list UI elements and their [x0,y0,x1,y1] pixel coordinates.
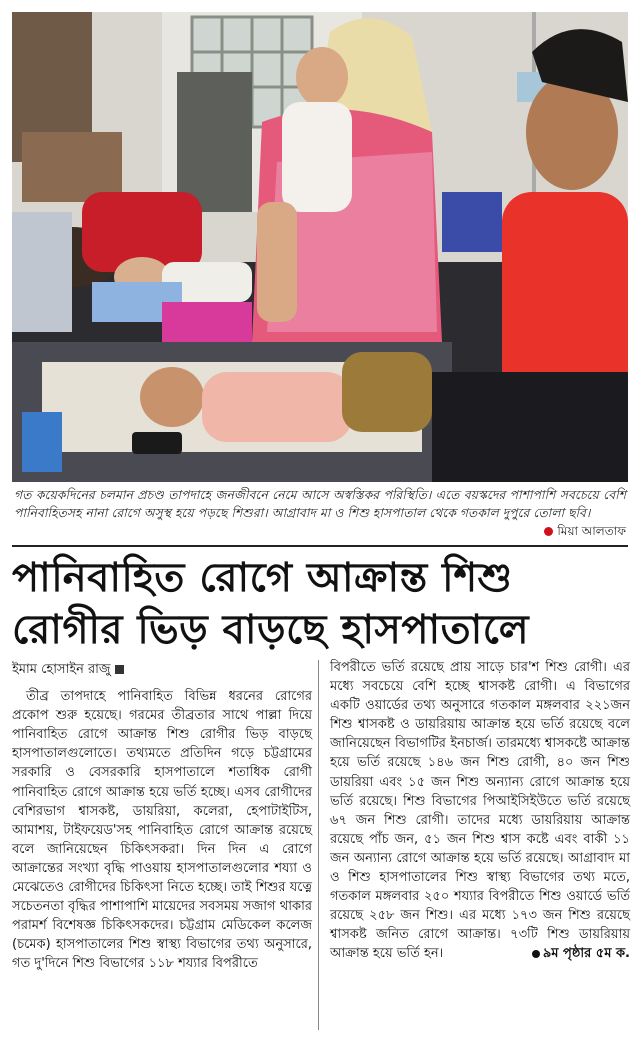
photo-caption [14,486,626,540]
byline [12,660,312,679]
headline-line-2: রোগীর ভিড় বাড়ছে হাসপাতালে [12,607,530,653]
column-divider [318,660,319,1030]
credit-bullet-icon [544,527,553,536]
hospital-ward-photo-illustration [12,12,628,482]
article-column-left [12,660,312,974]
jump-text: ৯ম পৃষ্ঠার ৫ম ক. [542,946,630,962]
caption-text: গত কয়েকদিনের চলমান প্রচণ্ড তাপদাহে জনজীবনে নেমে আসে অস্বস্তিকর পরিস্থিতি। এতে বয়স্কদের পাশাপাশি সবচেয়ে বেশি পানিবাহিতসহ নানা রোগে অসুস্থ হয়ে পড়ছে শিশুরা। আগ্রাবাদ মা ও শিশু হাসপাতাল থেকে গতকাল দুপুরে তোলা ছবি। [14,487,626,520]
jump-bullet-icon [532,950,540,958]
photo-credit [544,522,626,540]
article-column-right [330,658,630,964]
headline [12,552,628,656]
news-photo [12,12,628,482]
credit-name: মিয়া আলতাফ [557,524,626,538]
headline-line-1: পানিবাহিত রোগে আক্রান্ত শিশু [12,555,513,601]
byline-square-icon [115,665,124,674]
body-paragraph-left: তীব্র তাপদাহে পানিবাহিত বিভিন্ন ধরনের রোগের প্রকোপ শুরু হয়েছে। গরমের তীব্রতার সাথে পাল্লা দিয়ে পানিবাহিত রোগে আক্রান্ত শিশু রোগীর ভিড় বাড়ছে হাসপাতালগুলোতে। তথ্যমতে প্রতিদিন গড়ে চট্টগ্রামের সরকারি ও বেসরকারি হাসপাতালে শতাধিক রোগী পানিবাহিত রোগে আক্রান্ত হয়ে ভর্তি হচ্ছে। এসব রোগীদের বেশিরভাগ শ্বাসকষ্ট, ডায়রিয়া, কলেরা, হেপাটাইটিস, আমাশয়, টাইফয়েড'সহ পানিবাহিত রোগে আক্রান্ত রয়েছে বলে জানিয়েছেন চিকিৎসকরা। দিন দিন এ রোগে আক্রান্তের সংখ্যা বৃদ্ধি পাওয়ায় হাসপাতালগুলোর শয্যা ও মেঝেতেও রোগীদের চিকিৎসা নিতে হচ্ছে। তাই শিশুর যত্নে সচেতনতা বৃদ্ধির পাশাপাশি মায়েদের সবসময় সজাগ থাকার পরামর্শ বিশেষজ্ঞ চিকিৎসকদের। চট্টগ্রাম মেডিকেল কলেজ (চমেক) হাসপাতালের শিশু স্বাস্থ্য বিভাগের তথ্য অনুসারে, গত দু'দিনে শিশু বিভাগের ১১৮ শয্যার বিপরীতে [12,689,312,972]
body-paragraph-right [330,658,630,964]
body-text-right: বিপরীতে ভর্তি রয়েছে প্রায় সাড়ে চার'শ শিশু রোগী। এর মধ্যে সবচেয়ে বেশি হচ্ছে শ্বাসকষ্ট রোগী। এ বিভাগের একটি ওয়ার্ডের তথ্য অনুসারে গতকাল মঙ্গলবার ২২১জন শিশু শ্বাসকষ্ট ও ডায়রিয়ায় আক্রান্ত হয়ে ভর্তি রয়েছে বলে জানিয়েছেন বিভাগটির ইনচার্জ। তারমধ্যে শ্বাসকষ্টে আক্রান্ত হয়ে ভর্তি রয়েছে ১৪৬ জন শিশু রোগী, ৪০ জন শিশু ডায়রিয়া এবং ১৫ জন শিশু অন্যান্য রোগে আক্রান্ত হয়ে ভর্তি রয়েছে। শিশু বিভাগের পিআইসিইউতে ভর্তি রয়েছে ৬৭ জন শিশু রোগী। তাদের মধ্যে ডায়রিয়ায় আক্রান্ত রয়েছে পাঁচ জন, ৫১ জন শিশু শ্বাস কষ্টে এবং বাকী ১১ জন অন্যান্য রোগে আক্রান্ত হয়ে ভর্তি রয়েছে। আগ্রাবাদ মা ও শিশু হাসপাতালের শিশু স্বাস্থ্য বিভাগের তথ্য মতে, গতকাল মঙ্গলবার ২৫০ শয্যার বিপরীতে শিশু ওয়ার্ডে ভর্তি রয়েছে ২৫৮ জন শিশু। এর মধ্যে ১৭৩ জন শিশু রয়েছে শ্বাসকষ্ট জনিত রোগে আক্রান্ত। ৭৩টি শিশু ডায়রিয়ায় আক্রান্ত হয়ে ভর্তি হন। [330,660,630,962]
continued-jump[interactable] [532,944,630,963]
byline-name: ইমাম হোসাইন রাজু [12,662,111,677]
headline-rule [12,545,628,547]
